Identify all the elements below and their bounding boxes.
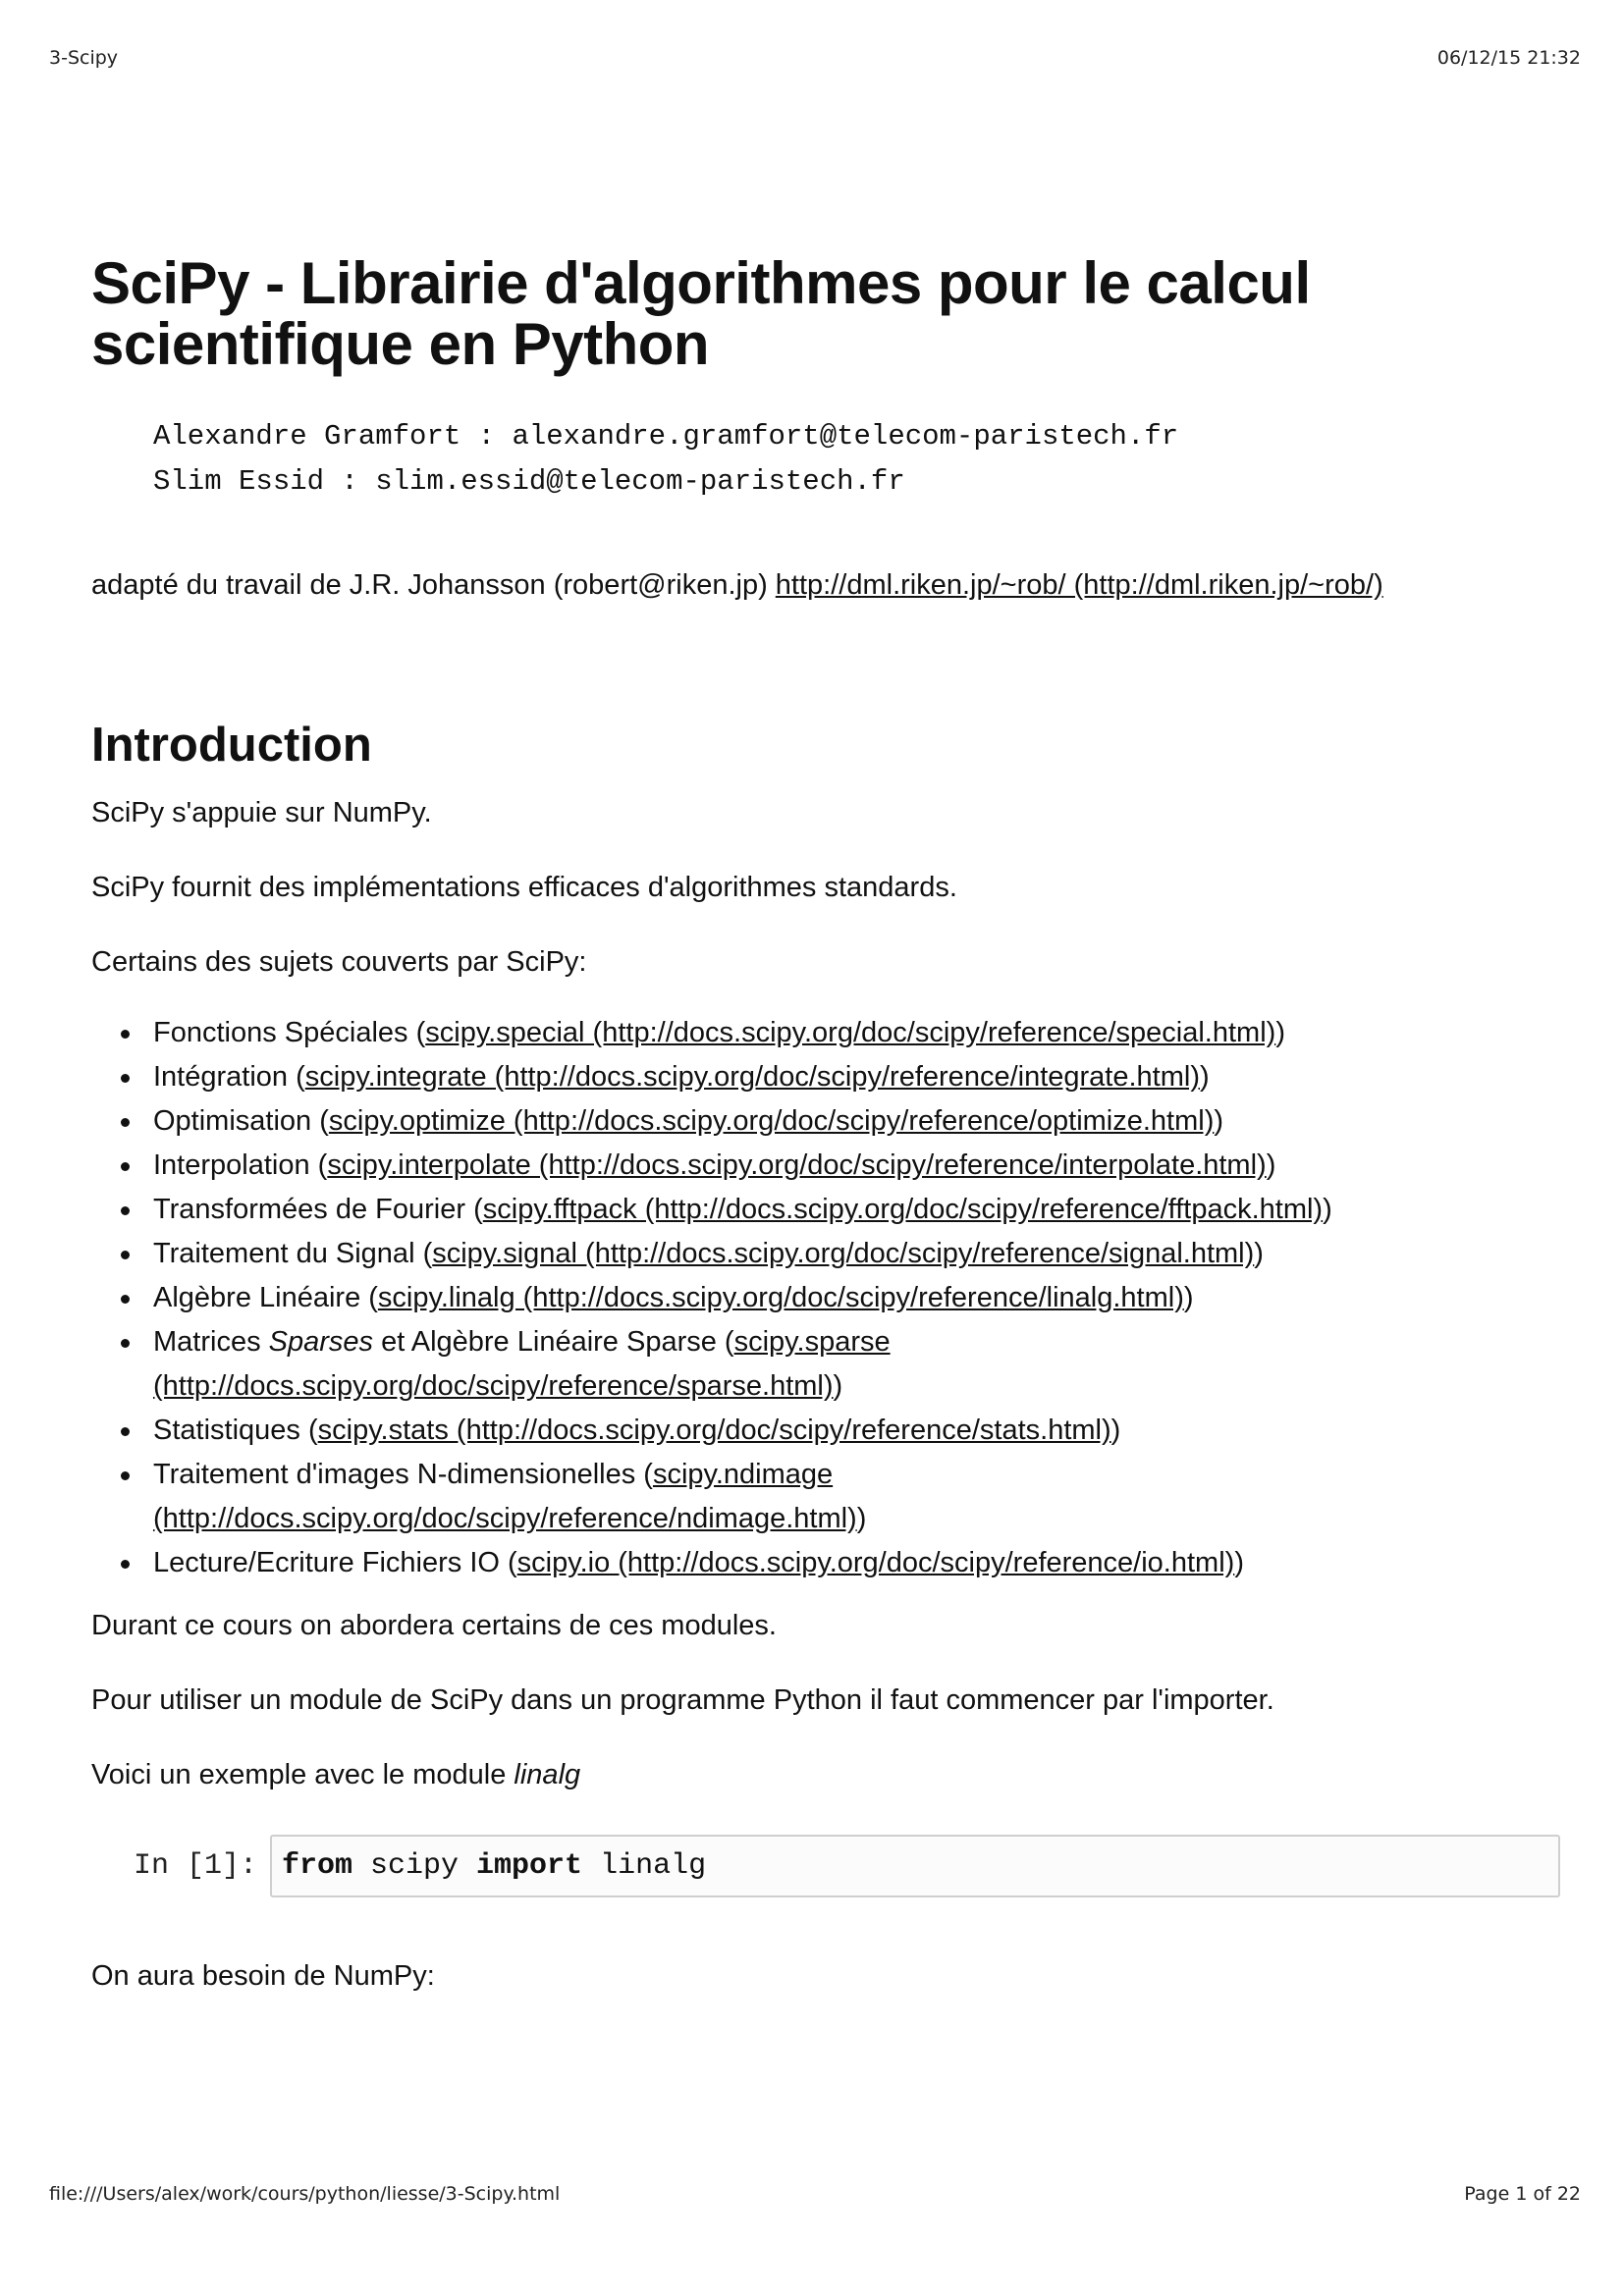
keyword-from: from (282, 1849, 353, 1883)
topic-link[interactable]: scipy.linalg (http://docs.scipy.org/doc/scipy/reference/linalg.html) (377, 1282, 1184, 1313)
list-item: Lecture/Ecriture Fichiers IO (scipy.io (http://docs.scipy.org/doc/scipy/reference/io.html)) (153, 1541, 1559, 1585)
list-item: Transformées de Fourier (scipy.fftpack (http://docs.scipy.org/doc/scipy/reference/fftpack.html)) (153, 1188, 1559, 1232)
list-item: Traitement du Signal (scipy.signal (http://docs.scipy.org/doc/scipy/reference/signal.html)) (153, 1232, 1559, 1276)
list-item: Interpolation (scipy.interpolate (http://docs.scipy.org/doc/scipy/reference/interpolate.html)) (153, 1144, 1559, 1188)
list-item: Optimisation (scipy.optimize (http://docs.scipy.org/doc/scipy/reference/optimize.html)) (153, 1099, 1559, 1144)
code-cell (91, 1835, 1559, 1897)
code-input[interactable] (270, 1835, 1560, 1897)
bullet-icon (121, 1427, 130, 1436)
list-item: Traitement d'images N-dimensionelles (scipy.ndimage (http://docs.scipy.org/doc/scipy/reference/ndimage.html)) (153, 1453, 1559, 1541)
intro-paragraph-2: SciPy fournit des implémentations efficaces d'algorithmes standards. (91, 872, 957, 903)
section-heading-introduction: Introduction (91, 719, 372, 772)
bullet-icon (121, 1162, 130, 1171)
notebook-content (91, 250, 1559, 1994)
page-footer-page-number: Page 1 of 22 (1464, 2183, 1581, 2205)
list-item: Matrices Sparses et Algèbre Linéaire Sparse (scipy.sparse (http://docs.scipy.org/doc/scipy/reference/sparse.html)) (153, 1320, 1559, 1409)
author-gramfort: Alexandre Gramfort : alexandre.gramfort@telecom-paristech.fr (153, 420, 1179, 453)
topic-link[interactable]: scipy.io (http://docs.scipy.org/doc/scipy/reference/io.html) (516, 1547, 1235, 1578)
paragraph-numpy-needed: On aura besoin de NumPy: (91, 1960, 435, 1992)
intro-paragraph-3: Certains des sujets couverts par SciPy: (91, 946, 587, 978)
topic-link[interactable]: scipy.ndimage (http://docs.scipy.org/doc/scipy/reference/ndimage.html) (153, 1459, 857, 1534)
bullet-icon (121, 1339, 130, 1348)
bullet-icon (121, 1471, 130, 1480)
credit-paragraph (91, 567, 1559, 603)
page-header-datetime: 06/12/15 21:32 (1436, 47, 1581, 69)
bullet-icon (121, 1560, 130, 1569)
code-name: linalg (582, 1849, 707, 1883)
bullet-icon (121, 1074, 130, 1083)
author-essid: Slim Essid : slim.essid@telecom-paristech.fr (153, 465, 905, 498)
topic-link[interactable]: scipy.signal (http://docs.scipy.org/doc/scipy/reference/signal.html) (432, 1238, 1255, 1269)
bullet-icon (121, 1251, 130, 1259)
bullet-icon (121, 1295, 130, 1304)
paragraph-course-modules: Durant ce cours on abordera certains de ces modules. (91, 1610, 777, 1641)
topics-list (91, 1011, 1559, 1585)
bullet-icon (121, 1030, 130, 1039)
topic-link[interactable]: scipy.interpolate (http://docs.scipy.org/doc/scipy/reference/interpolate.html) (327, 1149, 1267, 1181)
list-item: Intégration (scipy.integrate (http://docs.scipy.org/doc/scipy/reference/integrate.html)) (153, 1055, 1559, 1099)
page-header-title: 3-Scipy (49, 47, 119, 69)
title-line-1: SciPy - Librairie d'algorithmes pour le calcul (91, 250, 1311, 316)
topic-link[interactable]: scipy.fftpack (http://docs.scipy.org/doc/scipy/reference/fftpack.html) (482, 1194, 1324, 1225)
topic-link[interactable]: scipy.optimize (http://docs.scipy.org/doc/scipy/reference/optimize.html) (328, 1105, 1215, 1137)
list-item: Fonctions Spéciales (scipy.special (http://docs.scipy.org/doc/scipy/reference/special.html)) (153, 1011, 1559, 1055)
page-title (91, 250, 1559, 377)
topic-link[interactable]: scipy.integrate (http://docs.scipy.org/doc/scipy/reference/integrate.html) (304, 1061, 1200, 1093)
paragraph-linalg-example: Voici un exemple avec le module linalg (91, 1759, 581, 1790)
topic-link[interactable]: scipy.sparse (http://docs.scipy.org/doc/scipy/reference/sparse.html) (153, 1326, 891, 1402)
intro-paragraph-1: SciPy s'appuie sur NumPy. (91, 797, 432, 828)
title-line-2: scientifique en Python (91, 311, 710, 377)
page-footer-path: file:///Users/alex/work/cours/python/liesse/3-Scipy.html (49, 2183, 561, 2205)
credit-link[interactable]: http://dml.riken.jp/~rob/ (http://dml.riken.jp/~rob/) (775, 569, 1383, 601)
list-item: Algèbre Linéaire (scipy.linalg (http://docs.scipy.org/doc/scipy/reference/linalg.html)) (153, 1276, 1559, 1320)
cell-prompt: In [1]: (134, 1849, 258, 1883)
bullet-icon (121, 1206, 130, 1215)
credit-text: adapté du travail de J.R. Johansson (robert@riken.jp) (91, 569, 776, 601)
topic-link[interactable]: scipy.stats (http://docs.scipy.org/doc/scipy/reference/stats.html) (317, 1415, 1111, 1446)
list-item: Statistiques (scipy.stats (http://docs.scipy.org/doc/scipy/reference/stats.html)) (153, 1409, 1559, 1453)
authors-block (153, 414, 1559, 505)
topic-link[interactable]: scipy.special (http://docs.scipy.org/doc/scipy/reference/special.html) (425, 1017, 1276, 1048)
paragraph-import-instructions: Pour utiliser un module de SciPy dans un programme Python il faut commencer par l'importer. (91, 1684, 1274, 1716)
keyword-import: import (476, 1849, 583, 1883)
bullet-icon (121, 1118, 130, 1127)
code-module: scipy (352, 1849, 477, 1883)
